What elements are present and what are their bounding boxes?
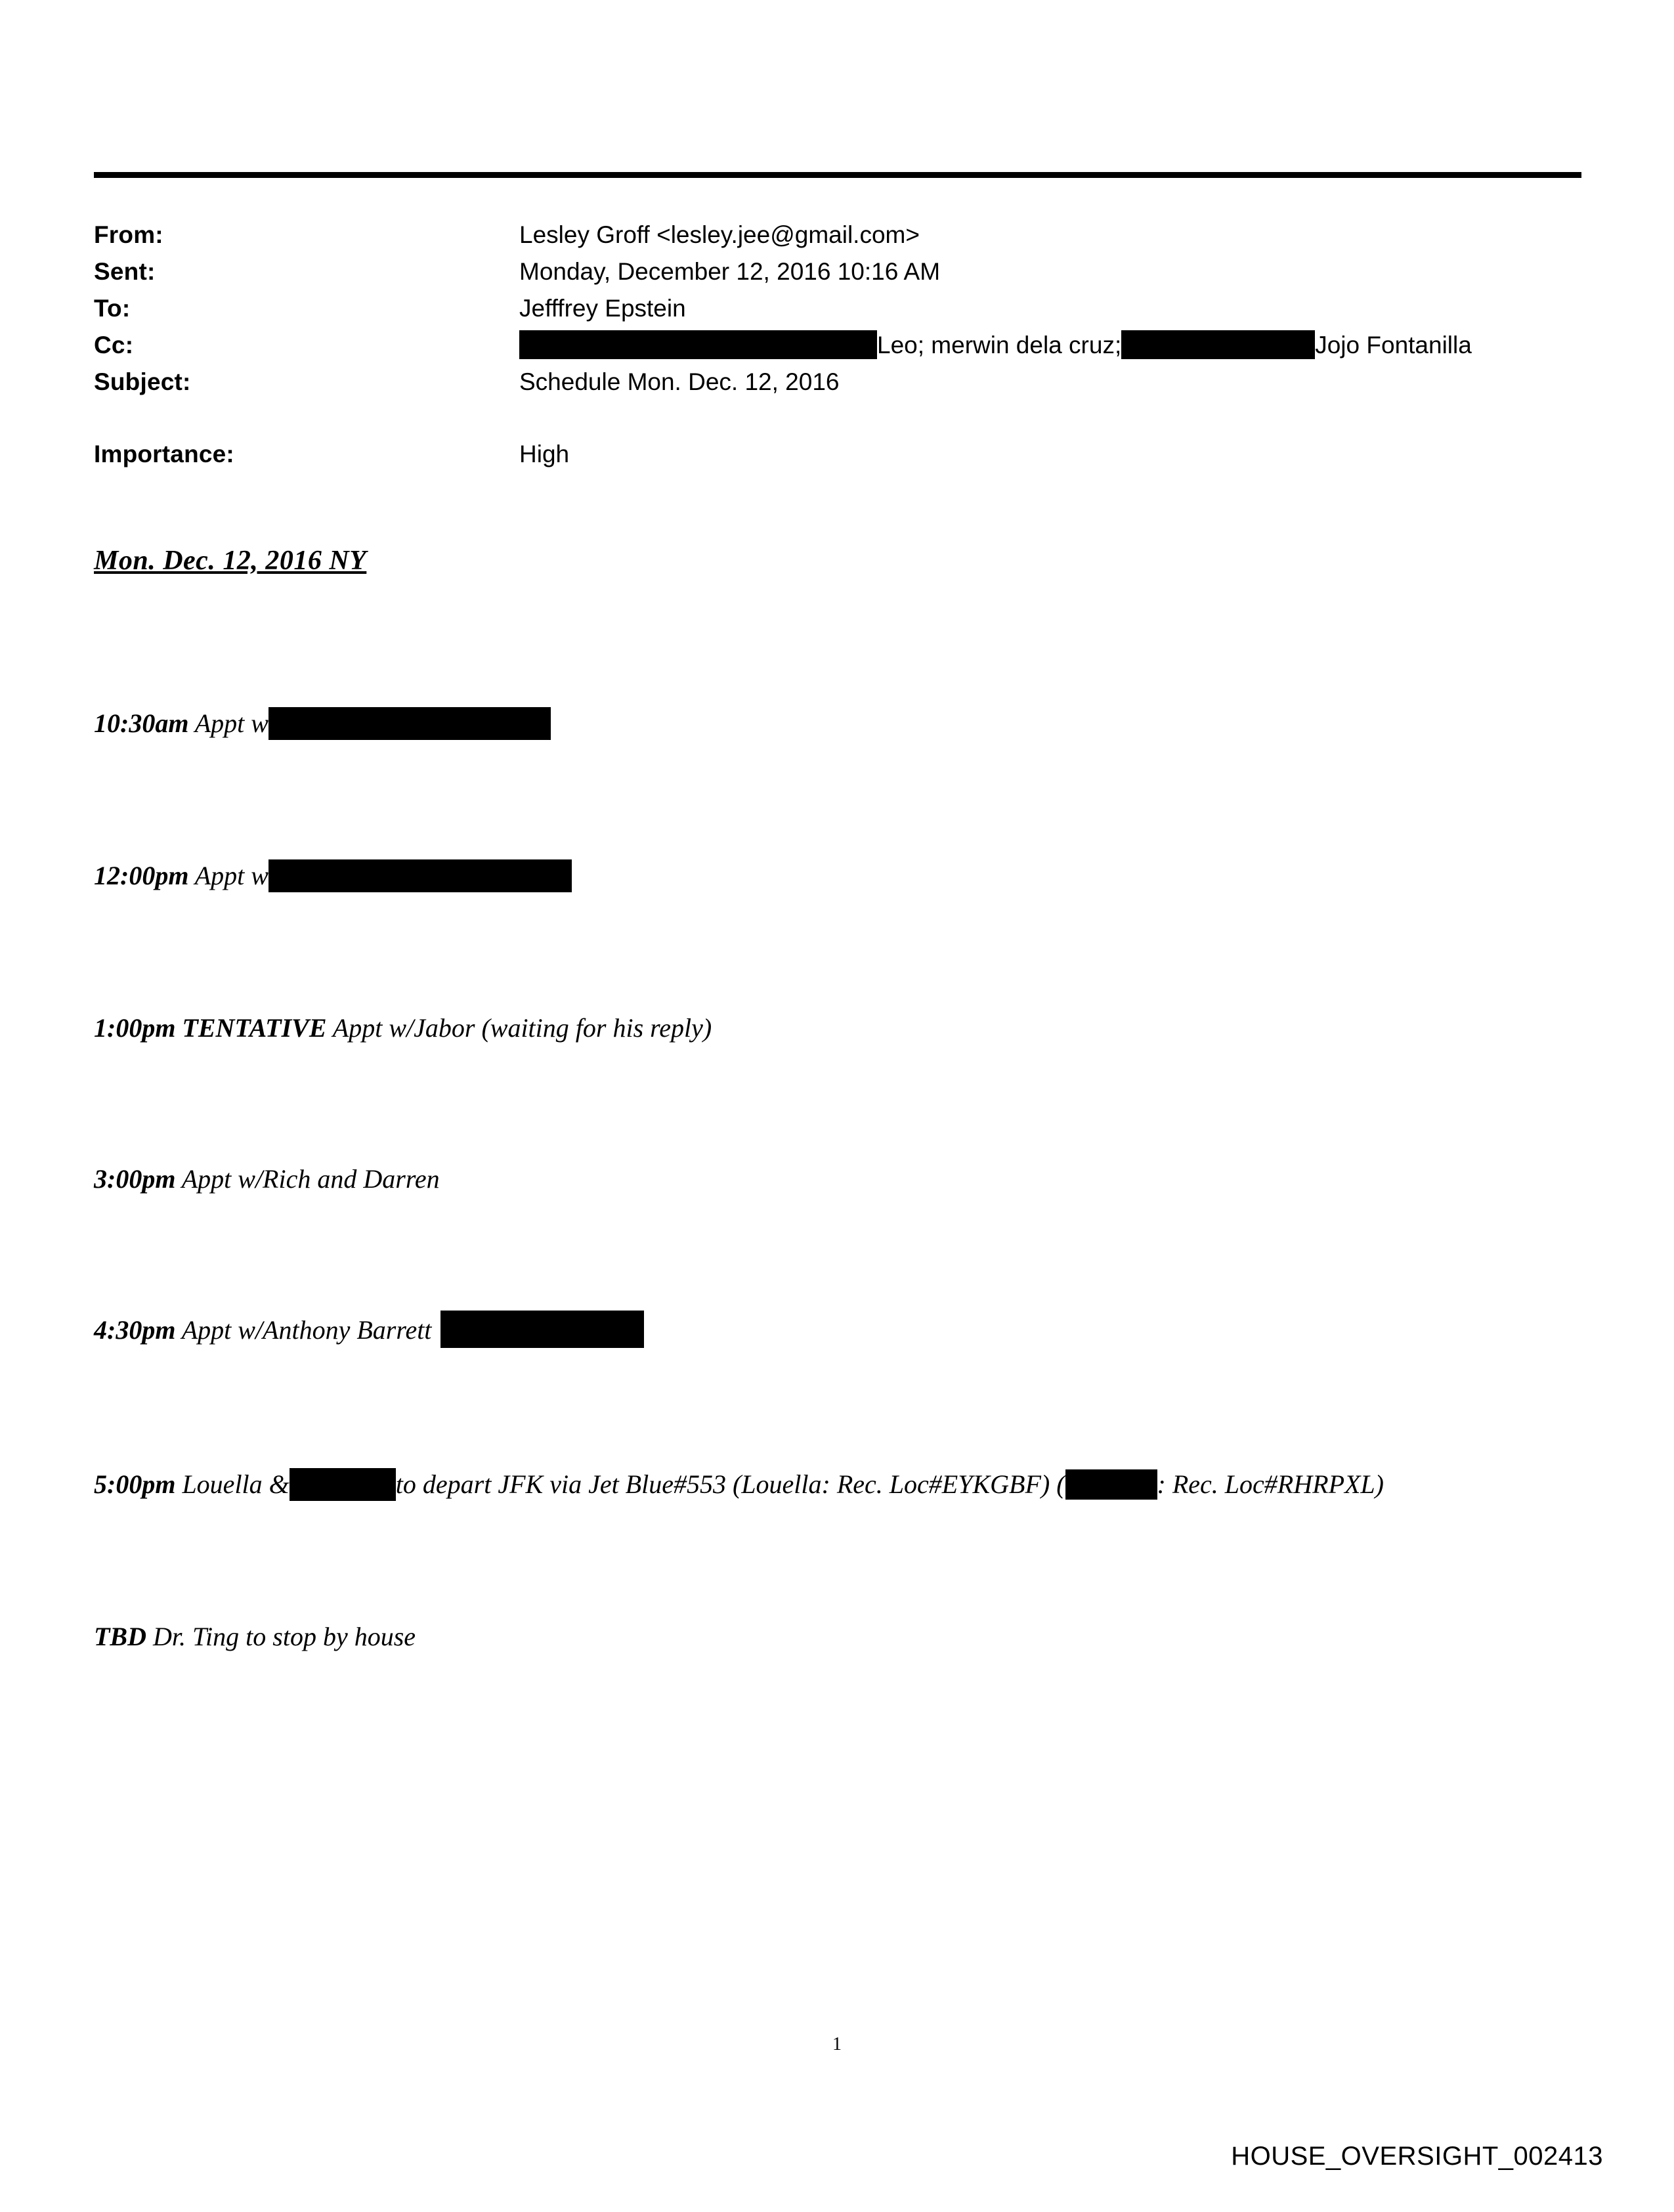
header-row-sent (94, 253, 1591, 290)
entry-text-post: : Rec. Loc#RHRPXL) (1157, 1469, 1384, 1500)
redaction-block (1065, 1469, 1157, 1500)
cc-text-1: Leo; merwin dela cruz; (877, 332, 1122, 358)
header-divider (94, 172, 1581, 178)
schedule-entry (94, 705, 1591, 743)
schedule-entry (94, 1466, 1591, 1504)
body-spacer (94, 576, 1591, 705)
header-row-importance (94, 436, 1591, 473)
entry-time: 12:00pm (94, 860, 189, 890)
entry-text: Appt w/Anthony Barrett (181, 1315, 432, 1345)
entry-time: TBD (94, 1622, 146, 1652)
header-label-to: To: (94, 295, 131, 322)
header-label-from: From: (94, 221, 163, 248)
schedule-entry (94, 1161, 1591, 1197)
header-value-from: Lesley Groff <lesley.jee@gmail.com> (519, 221, 920, 248)
header-row-to (94, 290, 1591, 327)
entry-time: 3:00pm (94, 1163, 176, 1194)
redaction-block (290, 1468, 396, 1501)
body-spacer (94, 1504, 1591, 1618)
entry-time: 5:00pm (94, 1469, 176, 1500)
bates-number: HOUSE_OVERSIGHT_002413 (1231, 2142, 1603, 2171)
header-label-importance: Importance: (94, 441, 234, 467)
cc-text-2: Jojo Fontanilla (1315, 332, 1472, 358)
header-value-cc (519, 327, 1472, 364)
redaction-block (440, 1311, 644, 1348)
header-label-sent: Sent: (94, 258, 156, 285)
header-label-subject: Subject: (94, 368, 191, 395)
email-body (94, 545, 1591, 1655)
header-value-subject: Schedule Mon. Dec. 12, 2016 (519, 368, 840, 395)
entry-time: 4:30pm (94, 1315, 176, 1345)
redaction-block (519, 330, 877, 359)
header-value-sent: Monday, December 12, 2016 10:16 AM (519, 258, 941, 285)
entry-time: 1:00pm TENTATIVE (94, 1012, 327, 1043)
entry-text-mid: to depart JFK via Jet Blue#553 (Louella: Rec. Loc#EYKGBF) ( (395, 1469, 1065, 1500)
schedule-entry (94, 1618, 1591, 1655)
redaction-block (1121, 330, 1315, 359)
body-spacer (94, 895, 1591, 1010)
body-spacer (94, 1197, 1591, 1312)
schedule-entry (94, 1010, 1591, 1046)
entry-text: Appt w (194, 860, 268, 890)
entry-time: 10:30am (94, 708, 189, 738)
entry-text: Dr. Ting to stop by house (153, 1622, 416, 1652)
entry-text-pre: Louella & (182, 1469, 290, 1500)
header-row-cc (94, 327, 1591, 364)
redaction-block (268, 707, 551, 740)
header-spacer (94, 401, 1591, 436)
header-value-importance: High (519, 441, 570, 467)
header-label-cc: Cc: (94, 332, 134, 358)
header-value-to: Jefffrey Epstein (519, 295, 686, 322)
redaction-block (268, 859, 572, 892)
header-row-from (94, 217, 1591, 253)
entry-text: Appt w (194, 708, 268, 738)
body-spacer (94, 1046, 1591, 1161)
schedule-entry (94, 1312, 1591, 1351)
body-spacer (94, 743, 1591, 857)
entry-text: Appt w/Rich and Darren (181, 1163, 440, 1194)
email-header (94, 217, 1591, 473)
entry-text: Appt w/Jabor (waiting for his reply) (332, 1012, 712, 1043)
schedule-day-title: Mon. Dec. 12, 2016 NY (94, 546, 367, 576)
body-spacer (94, 1351, 1591, 1466)
schedule-entry (94, 857, 1591, 895)
page-number: 1 (832, 2034, 842, 2054)
header-row-subject (94, 364, 1591, 401)
